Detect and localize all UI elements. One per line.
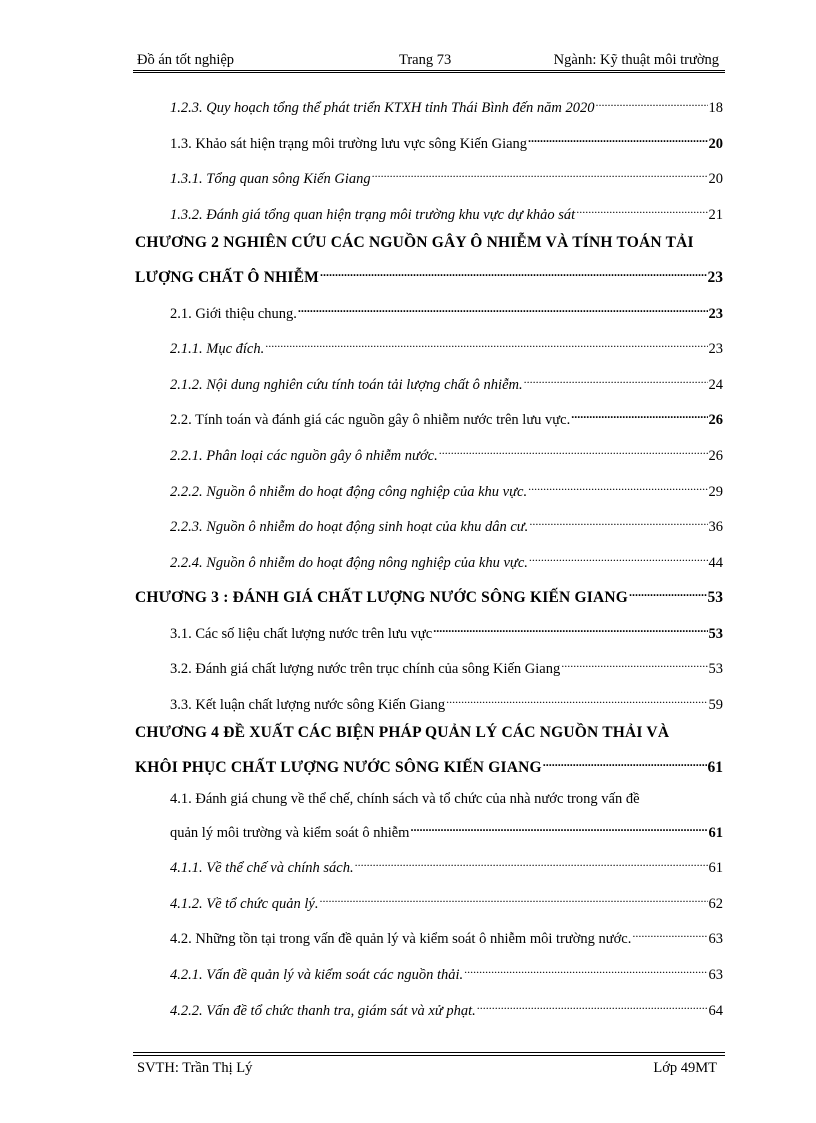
toc-entry[interactable] xyxy=(170,402,723,428)
toc-entry-label: 3.3. Kết luận chất lượng nước sông Kiến Giang xyxy=(170,697,446,713)
toc-entry-page: 23 xyxy=(707,269,723,286)
footer-rule xyxy=(133,1052,725,1053)
toc-leader-dots xyxy=(355,850,708,872)
toc-entry-page: 53 xyxy=(708,626,723,642)
toc-entry[interactable] xyxy=(170,161,723,187)
toc-entry-label: 4.1.1. Về thể chế và chính sách. xyxy=(170,860,354,876)
toc-entry[interactable] xyxy=(170,509,723,535)
toc-entry-page: 61 xyxy=(707,759,723,776)
toc-chapter-label: KHÔI PHỤC CHẤT LƯỢNG NƯỚC SÔNG KIẾN GIANG xyxy=(135,759,542,776)
toc-leader-dots xyxy=(446,687,707,709)
toc-entry[interactable] xyxy=(170,474,723,500)
toc-entry-page: 59 xyxy=(708,697,723,713)
toc-leader-dots xyxy=(528,474,707,496)
toc-leader-dots xyxy=(298,296,708,318)
toc-leader-dots xyxy=(629,580,706,602)
toc-leader-dots xyxy=(372,161,708,183)
toc-entry-label: 3.2. Đánh giá chất lượng nước trên trục chính của sông Kiến Giang xyxy=(170,661,561,677)
header-rule xyxy=(133,70,725,71)
toc-entry-label: 2.1.1. Mục đích. xyxy=(170,341,265,357)
toc-entry-page: 26 xyxy=(708,412,723,428)
toc-leader-dots xyxy=(576,197,707,219)
toc-entry[interactable] xyxy=(170,296,723,322)
page-header xyxy=(133,50,725,70)
toc-entry-page: 26 xyxy=(708,448,723,464)
toc-entry[interactable] xyxy=(170,850,723,876)
toc-entry-label: 2.2. Tính toán và đánh giá các nguồn gây ô nhiễm nước trên lưu vực. xyxy=(170,412,571,428)
toc-entry-4-1-line1[interactable]: 4.1. Đánh giá chung về thể chế, chính sách và tổ chức của nhà nước trong vấn đề xyxy=(170,791,640,807)
toc-leader-dots xyxy=(410,815,707,837)
toc-leader-dots xyxy=(561,651,707,673)
toc-entry-label: 1.3.2. Đánh giá tổng quan hiện trạng môi trường khu vực dự khảo sát xyxy=(170,207,576,223)
toc-entry-page: 29 xyxy=(708,484,723,500)
header-project-type: Đồ án tốt nghiệp xyxy=(137,52,235,68)
toc-entry-page: 20 xyxy=(708,136,723,152)
toc-leader-dots xyxy=(524,367,708,389)
toc-entry-label: 1.3.1. Tổng quan sông Kiến Giang xyxy=(170,171,371,187)
toc-leader-dots xyxy=(529,509,707,531)
toc-entry[interactable] xyxy=(170,197,723,223)
toc-entry-page: 53 xyxy=(708,661,723,677)
toc-entry-label: quản lý môi trường và kiểm soát ô nhiễm xyxy=(170,825,410,841)
header-page-number: Trang 73 xyxy=(399,52,452,68)
toc-leader-dots xyxy=(529,545,708,567)
page-footer xyxy=(133,1058,725,1078)
toc-leader-dots xyxy=(528,126,707,148)
toc-entry[interactable] xyxy=(170,90,723,116)
toc-entry[interactable] xyxy=(170,545,723,571)
toc-entry-label: 4.2. Những tồn tại trong vấn đề quản lý và kiểm soát ô nhiễm môi trường nước. xyxy=(170,931,632,947)
toc-entry-label: 1.3. Khảo sát hiện trạng môi trường lưu vực sông Kiến Giang xyxy=(170,136,528,152)
toc-entry[interactable] xyxy=(170,921,723,947)
toc-entry-page: 63 xyxy=(708,931,723,947)
toc-leader-dots xyxy=(477,993,708,1015)
toc-entry-page: 62 xyxy=(708,896,723,912)
toc-entry[interactable] xyxy=(170,993,723,1019)
toc-entry-page: 61 xyxy=(708,825,723,841)
toc-entry-label: 2.1. Giới thiệu chung. xyxy=(170,306,297,322)
toc-entry-page: 63 xyxy=(708,967,723,983)
toc-entry-page: 18 xyxy=(708,100,723,116)
toc-chapter-3[interactable] xyxy=(135,580,723,606)
toc-entry[interactable] xyxy=(170,687,723,713)
toc-leader-dots xyxy=(319,886,707,908)
toc-entry[interactable] xyxy=(170,438,723,464)
toc-entry-label: 4.2.2. Vấn đề tổ chức thanh tra, giám sát và xử phạt. xyxy=(170,1003,476,1019)
toc-leader-dots xyxy=(596,90,708,112)
toc-entry-page: 64 xyxy=(708,1003,723,1019)
toc-leader-dots xyxy=(543,750,707,772)
toc-entry-label: 2.2.4. Nguồn ô nhiễm do hoạt động nông nghiệp của khu vực. xyxy=(170,555,528,571)
toc-entry-label: 4.2.1. Vấn đề quản lý và kiểm soát các nguồn thải. xyxy=(170,967,464,983)
toc-leader-dots xyxy=(632,921,707,943)
toc-entry[interactable] xyxy=(170,957,723,983)
toc-entry[interactable] xyxy=(170,651,723,677)
toc-entry-label: 1.2.3. Quy hoạch tổng thể phát triển KTXH tỉnh Thái Bình đến năm 2020 xyxy=(170,100,595,116)
toc-entry-page: 44 xyxy=(708,555,723,571)
toc-entry-label: 2.2.1. Phân loại các nguồn gây ô nhiễm nước. xyxy=(170,448,438,464)
toc-chapter-label: LƯỢNG CHẤT Ô NHIỄM xyxy=(135,269,320,286)
toc-chapter-4[interactable] xyxy=(135,750,723,776)
toc-entry-page: 23 xyxy=(708,341,723,357)
footer-rule-secondary xyxy=(133,1055,725,1056)
toc-entry-page: 23 xyxy=(708,306,723,322)
toc-chapter-2-title-line1[interactable]: CHƯƠNG 2 NGHIÊN CỨU CÁC NGUỒN GÂY Ô NHIỄM VÀ TÍNH TOÁN TẢI xyxy=(135,234,694,251)
toc-entry[interactable] xyxy=(170,126,723,152)
toc-entry-label: 2.2.2. Nguồn ô nhiễm do hoạt động công nghiệp của khu vực. xyxy=(170,484,528,500)
toc-leader-dots xyxy=(464,957,707,979)
toc-chapter-label: CHƯƠNG 3 : ĐÁNH GIÁ CHẤT LƯỢNG NƯỚC SÔNG KIẾN GIANG xyxy=(135,589,629,606)
toc-entry-label: 2.1.2. Nội dung nghiên cứu tính toán tải lượng chất ô nhiễm. xyxy=(170,377,523,393)
toc-chapter-4-title-line1[interactable]: CHƯƠNG 4 ĐỀ XUẤT CÁC BIỆN PHÁP QUẢN LÝ CÁC NGUỒN THẢI VÀ xyxy=(135,724,670,741)
footer-student-name: SVTH: Trần Thị Lý xyxy=(137,1060,253,1076)
toc-leader-dots xyxy=(320,260,706,282)
toc-leader-dots xyxy=(439,438,708,460)
toc-entry-page: 53 xyxy=(707,589,723,606)
toc-entry[interactable] xyxy=(170,616,723,642)
toc-chapter-2[interactable] xyxy=(135,260,723,286)
toc-entry[interactable] xyxy=(170,886,723,912)
header-major: Ngành: Kỹ thuật môi trường xyxy=(553,52,719,68)
toc-entry-label: 4.1.2. Về tổ chức quản lý. xyxy=(170,896,319,912)
footer-class: Lớp 49MT xyxy=(653,1060,717,1076)
toc-entry[interactable] xyxy=(170,367,723,393)
toc-leader-dots xyxy=(265,331,707,353)
toc-entry[interactable] xyxy=(170,331,723,357)
toc-entry-page: 21 xyxy=(708,207,723,223)
header-rule-secondary xyxy=(133,72,725,73)
toc-entry-page: 36 xyxy=(708,519,723,535)
toc-entry-label: 3.1. Các số liệu chất lượng nước trên lưu vực xyxy=(170,626,433,642)
toc-entry-page: 24 xyxy=(708,377,723,393)
toc-leader-dots xyxy=(571,402,707,424)
toc-entry-label: 2.2.3. Nguồn ô nhiễm do hoạt động sinh hoạt của khu dân cư. xyxy=(170,519,529,535)
toc-entry[interactable] xyxy=(170,815,723,841)
toc-leader-dots xyxy=(433,616,707,638)
toc-entry-page: 20 xyxy=(708,171,723,187)
toc-entry-page: 61 xyxy=(708,860,723,876)
